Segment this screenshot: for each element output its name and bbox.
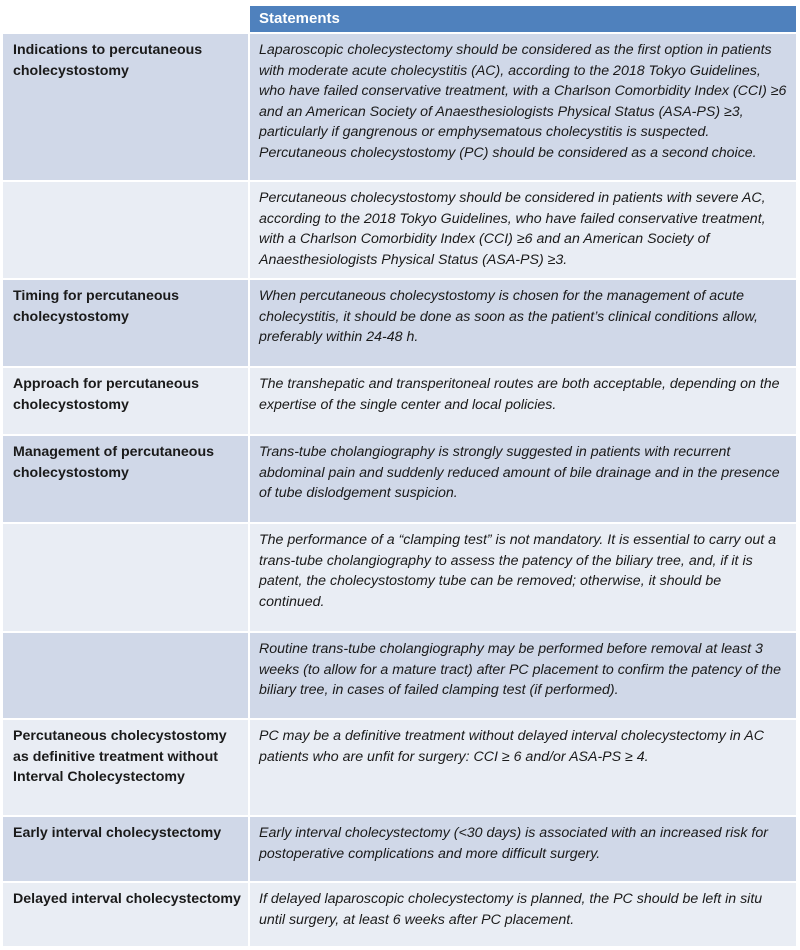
table-row	[3, 435, 796, 523]
row-topic: Delayed interval cholecystectomy	[3, 882, 249, 946]
statement-part: Percutaneous cholecystostomy (PC) should be considered as a second choice.	[259, 144, 757, 161]
row-statement: When percutaneous cholecystostomy is chosen for the management of acute cholecystitis, it should be done as soon as the patient’s clinical conditions allow, preferably within 24-48 h.	[249, 279, 796, 367]
row-statement: The transhepatic and transperitoneal routes are both acceptable, depending on the expertise of the single center and local policies.	[249, 367, 796, 435]
header-row	[3, 6, 796, 33]
row-statement: The performance of a “clamping test” is not mandatory. It is essential to carry out a trans-tube cholangiography to assess the patency of the biliary tree, and, if it is patent, the cholecystostomy tube can be removed; otherwise, it should be continued.	[249, 523, 796, 632]
row-topic: Management of percutaneous cholecystostomy	[3, 435, 249, 523]
statements-table	[3, 6, 796, 946]
table-row	[3, 181, 796, 279]
statement-part: Laparoscopic cholecystectomy should be considered as the first option in patients with moderate acute cholecystitis (AC), according to the 2018 Tokyo Guidelines, who have failed conservative treatment, with a Charlson Comorbidity Index (CCI) ≥6 and an American Society of Anaesthesiologists Physical Status (ASA-PS) ≥3, particularly if gangrenous or emphysematous cholecystitis is suspected.	[259, 42, 787, 140]
row-topic: Approach for percutaneous cholecystostomy	[3, 367, 249, 435]
table-row	[3, 816, 796, 882]
row-statement: If delayed laparoscopic cholecystectomy is planned, the PC should be left in situ until surgery, at least 6 weeks after PC placement.	[249, 882, 796, 946]
table-row	[3, 33, 796, 181]
table-row	[3, 523, 796, 632]
row-topic: Indications to percutaneous cholecystostomy	[3, 33, 249, 181]
table-row	[3, 279, 796, 367]
row-topic	[3, 523, 249, 632]
row-topic: Percutaneous cholecystostomy as definitive treatment without Interval Cholecystectomy	[3, 719, 249, 816]
row-statement: Routine trans-tube cholangiography may be performed before removal at least 3 weeks (to allow for a mature tract) after PC placement to confirm the patency of the biliary tree, in cases of failed clamping test (if performed).	[249, 632, 796, 719]
row-statement: Trans-tube cholangiography is strongly suggested in patients with recurrent abdominal pain and suddenly reduced amount of bile drainage and in the presence of tube dislodgement suspicion.	[249, 435, 796, 523]
row-topic	[3, 632, 249, 719]
row-statement: PC may be a definitive treatment without delayed interval cholecystectomy in AC patients who are unfit for surgery: CCI ≥ 6 and/or ASA-PS ≥ 4.	[249, 719, 796, 816]
row-topic: Early interval cholecystectomy	[3, 816, 249, 882]
row-topic: Timing for percutaneous cholecystostomy	[3, 279, 249, 367]
row-statement: Early interval cholecystectomy (<30 days) is associated with an increased risk for postoperative complications and more difficult surgery.	[249, 816, 796, 882]
row-statement: Percutaneous cholecystostomy should be considered in patients with severe AC, according to the 2018 Tokyo Guidelines, who have failed conservative treatment, with a Charlson Comorbidity Index (CCI) ≥6 and an American Society of Anaesthesiologists Physical Status (ASA-PS) ≥3.	[249, 181, 796, 279]
header-statements: Statements	[249, 6, 796, 33]
table-row	[3, 719, 796, 816]
header-topic-cell	[3, 6, 249, 33]
row-statement	[249, 33, 796, 181]
row-topic	[3, 181, 249, 279]
table-row	[3, 367, 796, 435]
table-row	[3, 882, 796, 946]
table-row	[3, 632, 796, 719]
